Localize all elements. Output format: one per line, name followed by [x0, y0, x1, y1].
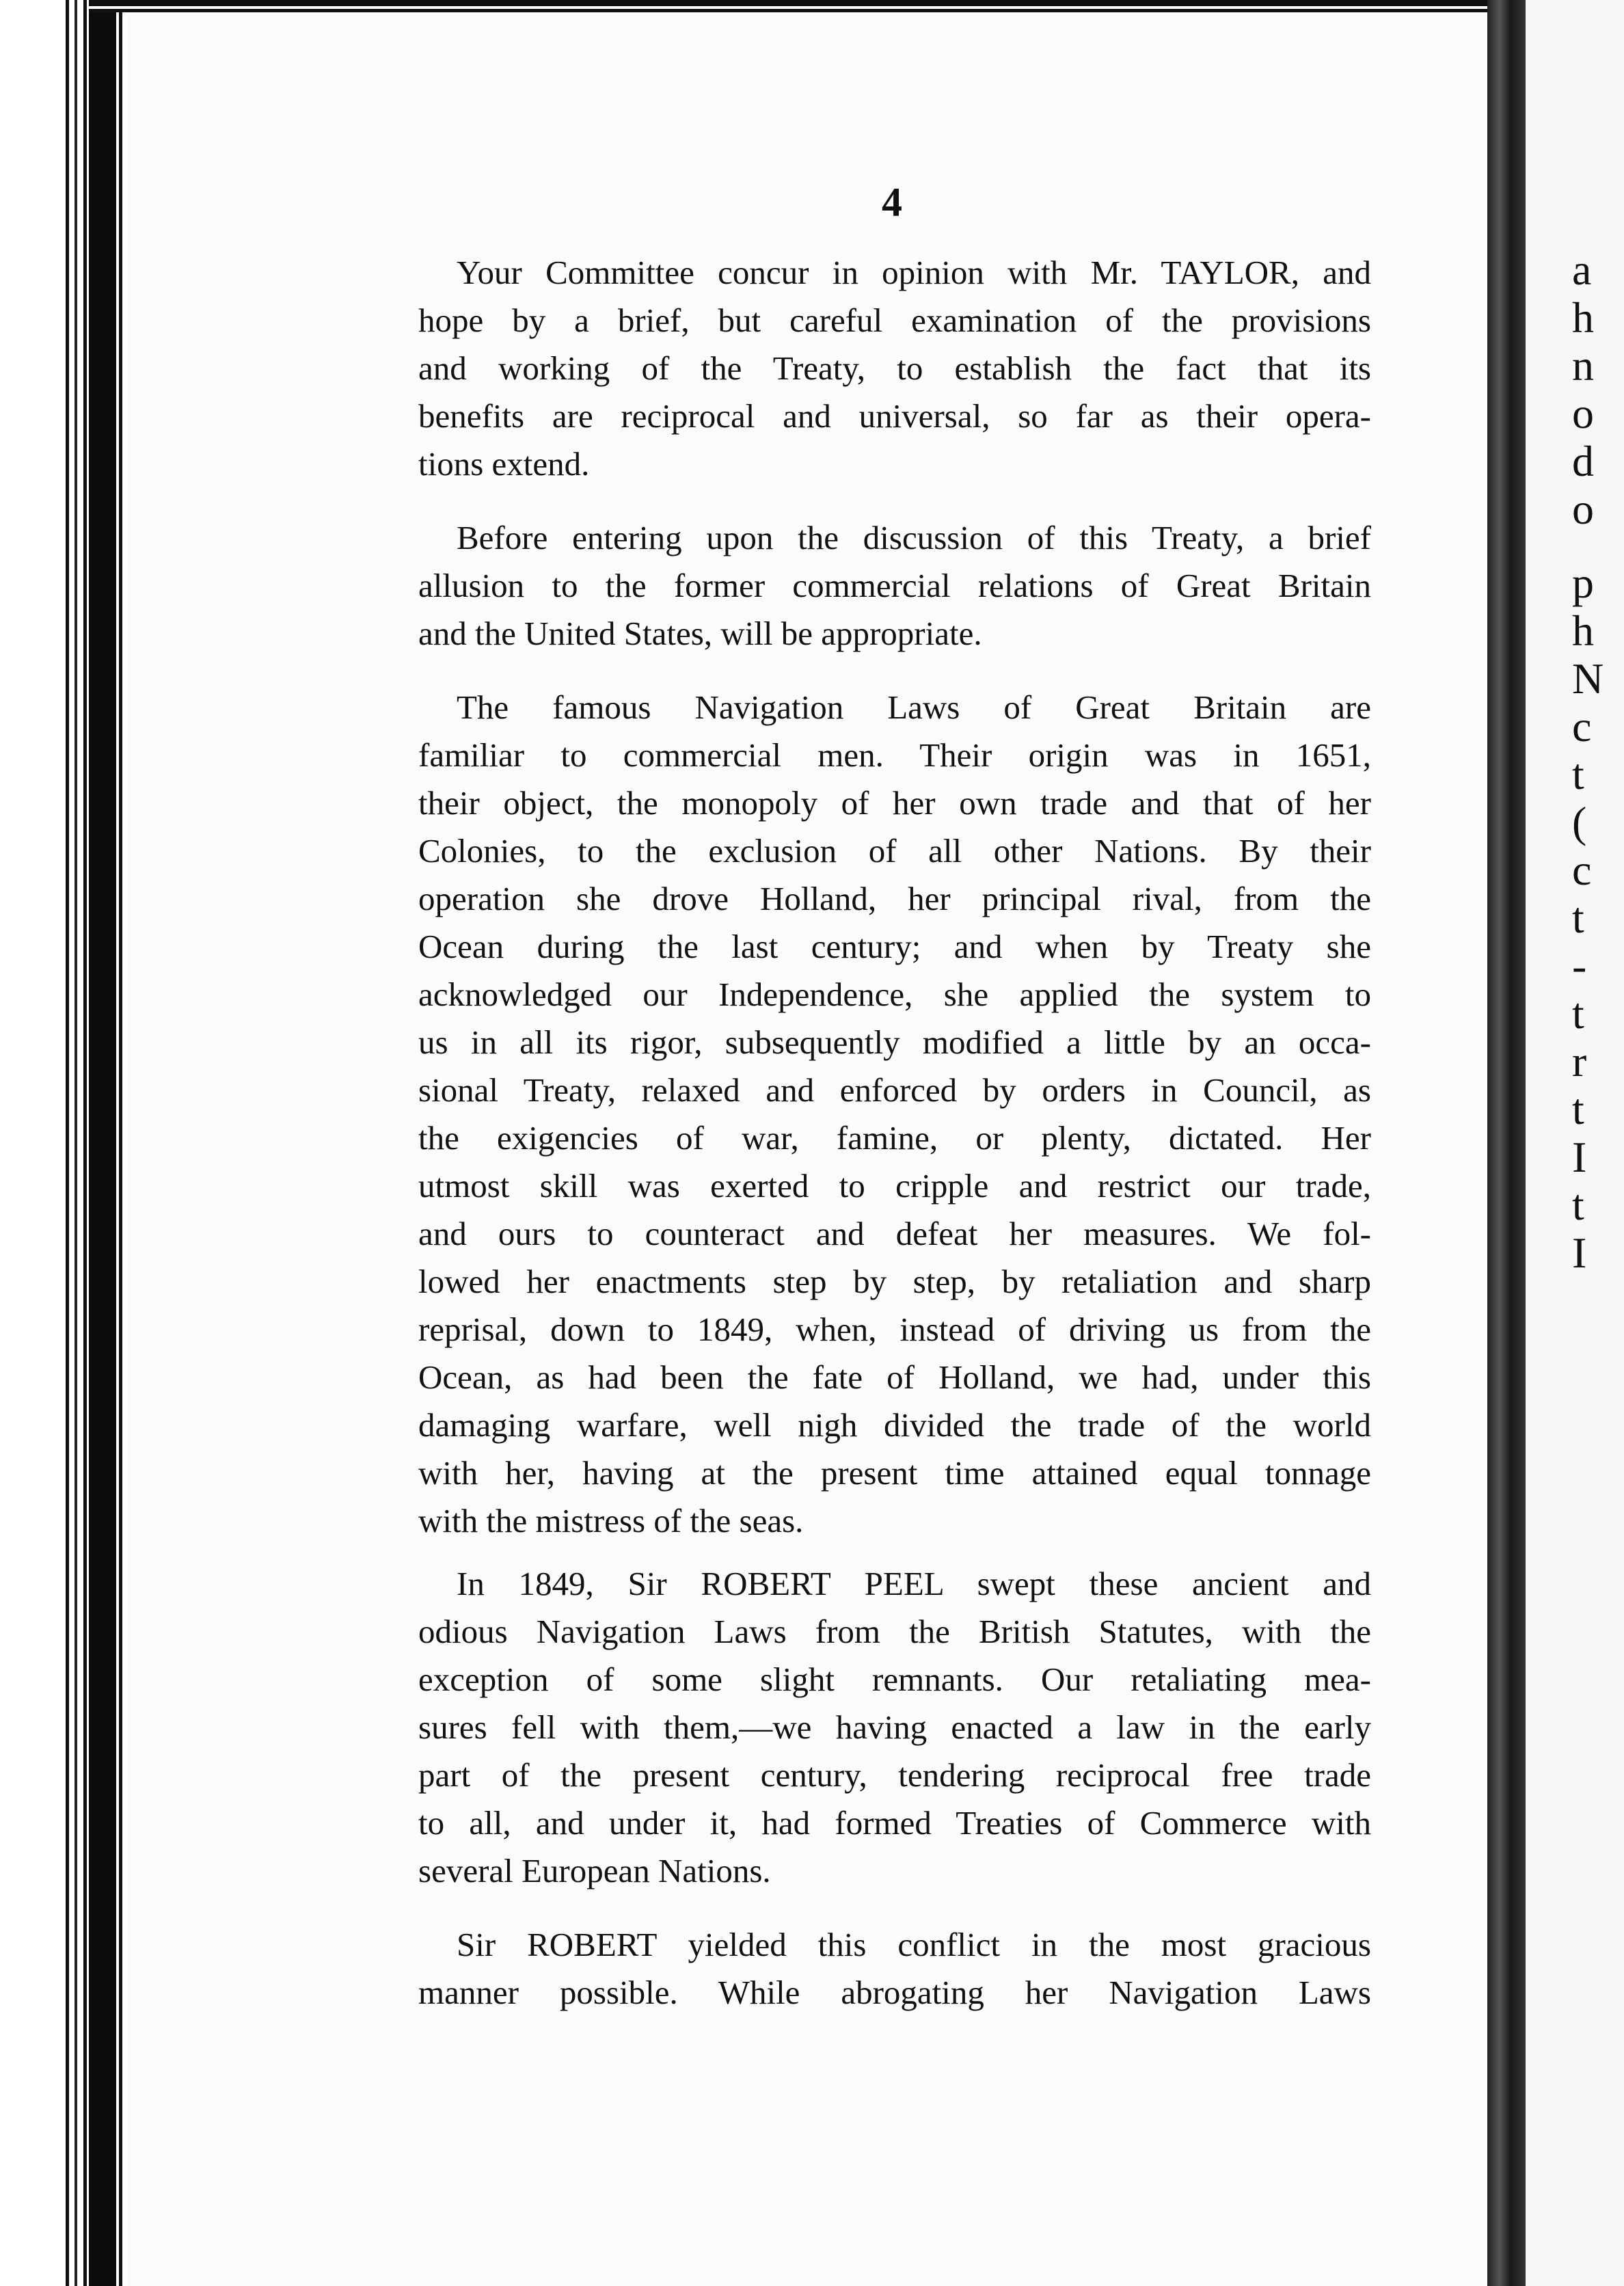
- text-line: lowed her enactments step by step, by retaliation and sharp: [418, 1263, 1371, 1300]
- paragraph-3: [418, 684, 1371, 1545]
- text-line: sures fell with them,—we having enacted a law in the early: [418, 1708, 1371, 1746]
- text-line: odious Navigation Laws from the British Statutes, with the: [418, 1613, 1371, 1650]
- text-line: benefits are reciprocal and universal, so far as their opera-: [418, 397, 1371, 435]
- text-line: hope by a brief, but careful examination of the provisions: [418, 301, 1371, 339]
- text-line: utmost skill was exerted to cripple and restrict our trade,: [418, 1167, 1371, 1205]
- fragment: t: [1572, 1085, 1584, 1133]
- text-line: Your Committee concur in opinion with Mr. TAYLOR, and: [457, 254, 1371, 291]
- fragment: p: [1572, 559, 1594, 607]
- text-line: and working of the Treaty, to establish the fact that its: [418, 349, 1371, 387]
- fragment: (: [1572, 798, 1587, 846]
- text-line: damaging warfare, well nigh divided the trade of the world: [418, 1406, 1371, 1444]
- text-line: Ocean, as had been the fate of Holland, we had, under this: [418, 1358, 1371, 1396]
- left-dark-margin: [89, 0, 116, 2286]
- fragment: o: [1572, 485, 1594, 533]
- paragraph-2: [418, 514, 1371, 658]
- paragraph-4: [418, 1560, 1371, 1895]
- fragment: I: [1572, 1133, 1587, 1181]
- fragment: c: [1572, 846, 1592, 894]
- text-line: the exigencies of war, famine, or plenty, dictated. Her: [418, 1119, 1371, 1157]
- text-line: with her, having at the present time attained equal tonnage: [418, 1454, 1371, 1492]
- text-line: several European Nations.: [418, 1852, 771, 1890]
- fragment: d: [1572, 437, 1594, 485]
- paragraph-5: [418, 1921, 1371, 2017]
- body-text: [418, 249, 1371, 2043]
- text-line: Colonies, to the exclusion of all other Nations. By their: [418, 832, 1371, 870]
- text-line: sional Treaty, relaxed and enforced by orders in Council, as: [418, 1071, 1371, 1109]
- text-line: Before entering upon the discussion of this Treaty, a brief: [457, 519, 1371, 556]
- text-line: to all, and under it, had formed Treaties of Commerce with: [418, 1804, 1371, 1842]
- fragment: t: [1572, 750, 1584, 798]
- paragraph-1: [418, 249, 1371, 488]
- fragment: t: [1572, 1181, 1584, 1229]
- fragment: a: [1572, 245, 1592, 294]
- text-line: Ocean during the last century; and when by Treaty she: [418, 928, 1371, 965]
- facing-page-fragments: [1572, 246, 1603, 1303]
- text-line: allusion to the former commercial relations of Great Britain: [418, 567, 1371, 604]
- text-line: exception of some slight remnants. Our retaliating mea-: [418, 1660, 1371, 1698]
- text-line: with the mistress of the seas.: [418, 1502, 804, 1539]
- text-line: familiar to commercial men. Their origin was in 1651,: [418, 736, 1371, 774]
- text-line: their object, the monopoly of her own trade and that of her: [418, 784, 1371, 822]
- text-line: In 1849, Sir ROBERT PEEL swept these ancient and: [457, 1565, 1371, 1602]
- fragment: -: [1572, 941, 1587, 990]
- text-line: Sir ROBERT yielded this conflict in the most gracious: [457, 1926, 1371, 1963]
- fragment: r: [1572, 1037, 1587, 1086]
- book-spine-gutter: [1487, 0, 1526, 2286]
- text-line: and the United States, will be appropriate.: [418, 615, 982, 652]
- text-line: and ours to counteract and defeat her measures. We fol-: [418, 1215, 1371, 1252]
- fragment: h: [1572, 606, 1594, 655]
- text-line: tions extend.: [418, 445, 590, 483]
- text-line: part of the present century, tendering reciprocal free trade: [418, 1756, 1371, 1794]
- fragment: o: [1572, 389, 1594, 438]
- fragment: t: [1572, 989, 1584, 1038]
- fragment: n: [1572, 341, 1594, 390]
- text-line: operation she drove Holland, her principal rival, from the: [418, 880, 1371, 917]
- text-line: acknowledged our Independence, she applied the system to: [418, 976, 1371, 1013]
- page-number: 4: [882, 180, 902, 225]
- text-line: The famous Navigation Laws of Great Britain are: [457, 688, 1371, 726]
- fragment: t: [1572, 893, 1584, 942]
- fragment: c: [1572, 702, 1592, 751]
- fragment: N: [1572, 654, 1604, 703]
- top-page-edge: [89, 0, 1511, 14]
- text-line: reprisal, down to 1849, when, instead of driving us from the: [418, 1310, 1371, 1348]
- text-line: us in all its rigor, subsequently modified a little by an occa-: [418, 1023, 1371, 1061]
- fragment: I: [1572, 1228, 1587, 1277]
- text-line: manner possible. While abrogating her Navigation Laws: [418, 1974, 1371, 2011]
- fragment: h: [1572, 293, 1594, 342]
